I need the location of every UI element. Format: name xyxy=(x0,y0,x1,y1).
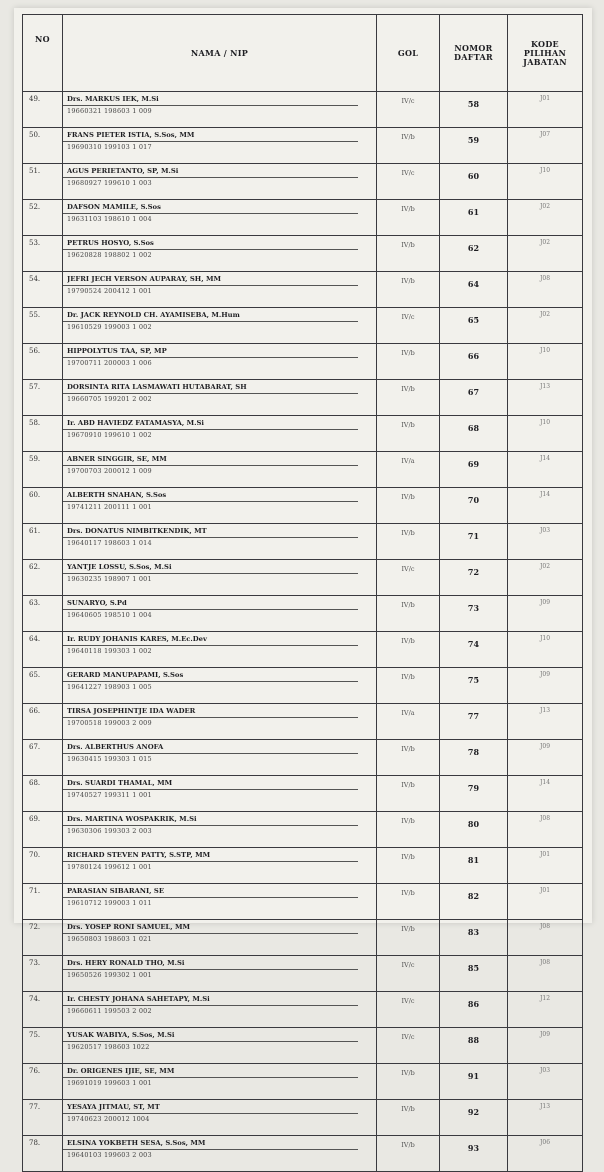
rank-gol: IV/b xyxy=(377,1100,440,1136)
rank-gol: IV/b xyxy=(377,1064,440,1100)
rank-gol: IV/b xyxy=(377,776,440,812)
row-number: 69. xyxy=(23,812,63,848)
header-gol: GOL xyxy=(377,15,440,92)
row-number: 56. xyxy=(23,344,63,380)
table-row xyxy=(23,920,583,956)
registration-number: 86 xyxy=(440,992,508,1028)
position-code: J03 xyxy=(508,1064,583,1100)
name-nip-cell xyxy=(63,668,377,704)
registration-number: 80 xyxy=(440,812,508,848)
row-number: 78. xyxy=(23,1136,63,1172)
employee-nip: 19700711 200003 1 006 xyxy=(67,359,152,367)
name-nip-cell xyxy=(63,488,377,524)
employee-name: PARASIAN SIBARANI, SE xyxy=(67,887,164,895)
employee-nip: 19640605 198510 1 004 xyxy=(67,611,152,619)
name-nip-cell xyxy=(63,236,377,272)
rank-gol: IV/b xyxy=(377,272,440,308)
row-number: 57. xyxy=(23,380,63,416)
name-nip-cell xyxy=(63,92,377,128)
registration-number: 67 xyxy=(440,380,508,416)
employee-nip: 19680927 199610 1 003 xyxy=(67,179,152,187)
table-row xyxy=(23,236,583,272)
name-nip-cell xyxy=(63,740,377,776)
employee-name: DAFSON MAMILE, S.Sos xyxy=(67,203,161,211)
table-row xyxy=(23,560,583,596)
name-nip-cell xyxy=(63,524,377,560)
rank-gol: IV/b xyxy=(377,236,440,272)
table-row xyxy=(23,776,583,812)
name-nip-cell xyxy=(63,164,377,200)
employee-name: RICHARD STEVEN PATTY, S.STP, MM xyxy=(67,851,211,859)
table-row xyxy=(23,848,583,884)
registration-number: 73 xyxy=(440,596,508,632)
employee-name: YANTJE LOSSU, S.Sos, M.Si xyxy=(67,563,172,571)
employee-name: Drs. MARKUS IEK, M.Si xyxy=(67,95,159,103)
table-row xyxy=(23,884,583,920)
row-number: 67. xyxy=(23,740,63,776)
position-code: J03 xyxy=(508,524,583,560)
table-row xyxy=(23,308,583,344)
row-number: 52. xyxy=(23,200,63,236)
rank-gol: IV/a xyxy=(377,704,440,740)
registration-number: 64 xyxy=(440,272,508,308)
registration-number: 75 xyxy=(440,668,508,704)
registration-number: 91 xyxy=(440,1064,508,1100)
employee-name: Dr. ORIGENES IJIE, SE, MM xyxy=(67,1067,175,1075)
row-number: 59. xyxy=(23,452,63,488)
position-code: J02 xyxy=(508,236,583,272)
row-number: 54. xyxy=(23,272,63,308)
employee-name: YESAYA JITMAU, ST, MT xyxy=(67,1103,160,1111)
row-number: 51. xyxy=(23,164,63,200)
registration-number: 66 xyxy=(440,344,508,380)
position-code: J13 xyxy=(508,704,583,740)
name-nip-cell xyxy=(63,992,377,1028)
position-code: J09 xyxy=(508,1028,583,1064)
employee-nip: 19691019 199603 1 001 xyxy=(67,1079,152,1087)
registration-number: 77 xyxy=(440,704,508,740)
name-nip-cell xyxy=(63,128,377,164)
rank-gol: IV/b xyxy=(377,632,440,668)
rank-gol: IV/b xyxy=(377,488,440,524)
position-code: J14 xyxy=(508,452,583,488)
header-nomor-daftar xyxy=(440,15,508,92)
registration-number: 82 xyxy=(440,884,508,920)
name-nip-cell xyxy=(63,812,377,848)
employee-nip: 19610712 199003 1 011 xyxy=(67,899,152,907)
name-nip-cell xyxy=(63,344,377,380)
employee-name: Drs. ALBERTHUS ANOFA xyxy=(67,743,164,751)
employee-nip: 19790524 200412 1 001 xyxy=(67,287,152,295)
rank-gol: IV/b xyxy=(377,524,440,560)
name-nip-cell xyxy=(63,308,377,344)
header-kode-line-3: JABATAN xyxy=(523,56,567,67)
table-row xyxy=(23,128,583,164)
table-row xyxy=(23,1028,583,1064)
registration-number: 81 xyxy=(440,848,508,884)
table-row xyxy=(23,992,583,1028)
employee-name: Drs. DONATUS NIMBITKENDIK, MT xyxy=(67,527,207,535)
position-code: J14 xyxy=(508,488,583,524)
employee-nip: 19640117 198603 1 014 xyxy=(67,539,152,547)
employee-nip: 19780124 199612 1 001 xyxy=(67,863,152,871)
rank-gol: IV/b xyxy=(377,416,440,452)
table-row xyxy=(23,1064,583,1100)
employee-name: SUNARYO, S.Pd xyxy=(67,599,127,607)
name-nip-cell xyxy=(63,848,377,884)
position-code: J06 xyxy=(508,1136,583,1172)
table-row xyxy=(23,92,583,128)
employee-nip: 19740623 200012 1004 xyxy=(67,1115,150,1123)
table-row xyxy=(23,596,583,632)
name-nip-cell xyxy=(63,272,377,308)
registration-number: 62 xyxy=(440,236,508,272)
name-nip-cell xyxy=(63,200,377,236)
header-kode-line-2: PILIHAN xyxy=(523,47,567,58)
employee-name: Drs. YOSEP RONI SAMUEL, MM xyxy=(67,923,191,931)
rank-gol: IV/b xyxy=(377,1136,440,1172)
row-number: 49. xyxy=(23,92,63,128)
employee-nip: 19700703 200012 1 009 xyxy=(67,467,152,475)
name-nip-cell xyxy=(63,956,377,992)
employee-name: ALBERTH SNAHAN, S.Sos xyxy=(67,491,167,499)
table-row xyxy=(23,416,583,452)
rank-gol: IV/b xyxy=(377,920,440,956)
rank-gol: IV/b xyxy=(377,668,440,704)
registration-number: 68 xyxy=(440,416,508,452)
header-nama-nip: NAMA / NIP xyxy=(63,15,377,92)
row-number: 77. xyxy=(23,1100,63,1136)
table-row xyxy=(23,344,583,380)
position-code: J10 xyxy=(508,632,583,668)
rank-gol: IV/c xyxy=(377,956,440,992)
employee-nip: 19660321 198603 1 009 xyxy=(67,107,152,115)
name-nip-cell xyxy=(63,1064,377,1100)
header-no: NO xyxy=(23,15,63,92)
employee-nip: 19650803 198603 1 021 xyxy=(67,935,152,943)
rank-gol: IV/c xyxy=(377,560,440,596)
name-nip-cell xyxy=(63,1028,377,1064)
employee-nip: 19640118 199303 1 002 xyxy=(67,647,152,655)
name-nip-cell xyxy=(63,560,377,596)
rank-gol: IV/b xyxy=(377,848,440,884)
row-number: 72. xyxy=(23,920,63,956)
table-row xyxy=(23,704,583,740)
position-code: J01 xyxy=(508,92,583,128)
position-code: J07 xyxy=(508,128,583,164)
name-nip-cell xyxy=(63,632,377,668)
row-number: 55. xyxy=(23,308,63,344)
employee-name: PETRUS HOSYO, S.Sos xyxy=(67,239,154,247)
name-nip-cell xyxy=(63,920,377,956)
table-row xyxy=(23,812,583,848)
name-nip-cell xyxy=(63,380,377,416)
employee-nip: 19630415 199303 1 015 xyxy=(67,755,152,763)
registration-number: 65 xyxy=(440,308,508,344)
document-page xyxy=(14,8,592,1159)
position-code: J08 xyxy=(508,812,583,848)
name-nip-cell xyxy=(63,776,377,812)
name-nip-cell xyxy=(63,1136,377,1172)
table-row xyxy=(23,632,583,668)
table-row xyxy=(23,668,583,704)
employee-name: Ir. CHESTY JOHANA SAHETAPY, M.Si xyxy=(67,995,210,1003)
employee-nip: 19740527 199311 1 001 xyxy=(67,791,152,799)
position-code: J08 xyxy=(508,920,583,956)
table-row xyxy=(23,380,583,416)
table-row xyxy=(23,524,583,560)
candidate-table xyxy=(22,14,583,1172)
registration-number: 60 xyxy=(440,164,508,200)
position-code: J10 xyxy=(508,344,583,380)
employee-nip: 19741211 200111 1 001 xyxy=(67,503,152,511)
name-nip-cell xyxy=(63,452,377,488)
header-kode-line-1: KODE xyxy=(531,38,559,49)
employee-nip: 19620517 198603 1022 xyxy=(67,1043,150,1051)
employee-nip: 19610529 199003 1 002 xyxy=(67,323,152,331)
employee-name: Drs. MARTINA WOSPAKRIK, M.Si xyxy=(67,815,197,823)
rank-gol: IV/b xyxy=(377,884,440,920)
position-code: J09 xyxy=(508,740,583,776)
employee-nip: 19620828 198802 1 002 xyxy=(67,251,152,259)
employee-name: Ir. RUDY JOHANIS KARES, M.Ec.Dev xyxy=(67,635,207,643)
row-number: 50. xyxy=(23,128,63,164)
position-code: J10 xyxy=(508,416,583,452)
employee-name: Drs. SUARDI THAMAL, MM xyxy=(67,779,173,787)
employee-name: AGUS PERIETANTO, SP, M.Si xyxy=(67,167,179,175)
registration-number: 59 xyxy=(440,128,508,164)
employee-name: FRANS PIETER ISTIA, S.Sos, MM xyxy=(67,131,195,139)
row-number: 70. xyxy=(23,848,63,884)
name-nip-cell xyxy=(63,704,377,740)
table-row xyxy=(23,488,583,524)
registration-number: 69 xyxy=(440,452,508,488)
rank-gol: IV/c xyxy=(377,308,440,344)
row-number: 71. xyxy=(23,884,63,920)
registration-number: 71 xyxy=(440,524,508,560)
table-row xyxy=(23,1100,583,1136)
table-row xyxy=(23,740,583,776)
name-nip-cell xyxy=(63,416,377,452)
row-number: 64. xyxy=(23,632,63,668)
table-header-row xyxy=(23,15,583,92)
row-number: 73. xyxy=(23,956,63,992)
row-number: 61. xyxy=(23,524,63,560)
rank-gol: IV/b xyxy=(377,128,440,164)
registration-number: 79 xyxy=(440,776,508,812)
employee-nip: 19630235 198907 1 001 xyxy=(67,575,152,583)
rank-gol: IV/c xyxy=(377,164,440,200)
name-nip-cell xyxy=(63,1100,377,1136)
rank-gol: IV/b xyxy=(377,740,440,776)
employee-nip: 19690310 199103 1 017 xyxy=(67,143,152,151)
employee-nip: 19640103 199603 2 003 xyxy=(67,1151,152,1159)
rank-gol: IV/b xyxy=(377,200,440,236)
registration-number: 74 xyxy=(440,632,508,668)
rank-gol: IV/b xyxy=(377,596,440,632)
employee-name: YUSAK WABIYA, S.Sos, M.Si xyxy=(67,1031,175,1039)
employee-name: HIPPOLYTUS TAA, SP, MP xyxy=(67,347,167,355)
employee-name: GERARD MANUPAPAMI, S.Sos xyxy=(67,671,184,679)
row-number: 53. xyxy=(23,236,63,272)
position-code: J01 xyxy=(508,848,583,884)
rank-gol: IV/c xyxy=(377,992,440,1028)
registration-number: 58 xyxy=(440,92,508,128)
position-code: J01 xyxy=(508,884,583,920)
position-code: J12 xyxy=(508,992,583,1028)
employee-name: ABNER SINGGIR, SE, MM xyxy=(67,455,167,463)
header-daftar-line-1: NOMOR xyxy=(454,43,493,53)
rank-gol: IV/b xyxy=(377,380,440,416)
position-code: J14 xyxy=(508,776,583,812)
rank-gol: IV/c xyxy=(377,92,440,128)
employee-name: JEFRI JECH VERSON AUPARAY, SH, MM xyxy=(67,275,222,283)
position-code: J10 xyxy=(508,164,583,200)
employee-name: Ir. ABD HAVIEDZ FATAMASYA, M.Si xyxy=(67,419,205,427)
table-row xyxy=(23,272,583,308)
rank-gol: IV/c xyxy=(377,1028,440,1064)
employee-nip: 19641227 198903 1 005 xyxy=(67,683,152,691)
table-row xyxy=(23,200,583,236)
row-number: 74. xyxy=(23,992,63,1028)
row-number: 62. xyxy=(23,560,63,596)
registration-number: 83 xyxy=(440,920,508,956)
registration-number: 78 xyxy=(440,740,508,776)
employee-name: ELSINA YOKBETH SESA, S.Sos, MM xyxy=(67,1139,206,1147)
table-row xyxy=(23,164,583,200)
header-kode-pilihan-jabatan xyxy=(508,15,583,92)
row-number: 66. xyxy=(23,704,63,740)
employee-nip: 19650526 199302 1 001 xyxy=(67,971,152,979)
employee-nip: 19660611 199503 2 002 xyxy=(67,1007,152,1015)
row-number: 75. xyxy=(23,1028,63,1064)
employee-name: Drs. HERY RONALD THO, M.Si xyxy=(67,959,185,967)
registration-number: 93 xyxy=(440,1136,508,1172)
registration-number: 92 xyxy=(440,1100,508,1136)
employee-name: Dr. JACK REYNOLD CH. AYAMISEBA, M.Hum xyxy=(67,311,240,319)
row-number: 76. xyxy=(23,1064,63,1100)
employee-nip: 19700518 199003 2 009 xyxy=(67,719,152,727)
registration-number: 85 xyxy=(440,956,508,992)
row-number: 58. xyxy=(23,416,63,452)
registration-number: 70 xyxy=(440,488,508,524)
employee-name: TIRSA JOSEPHINTJE IDA WADER xyxy=(67,707,196,715)
registration-number: 88 xyxy=(440,1028,508,1064)
name-nip-cell xyxy=(63,596,377,632)
position-code: J02 xyxy=(508,308,583,344)
position-code: J09 xyxy=(508,596,583,632)
row-number: 68. xyxy=(23,776,63,812)
employee-nip: 19631103 198610 1 004 xyxy=(67,215,152,223)
table-row xyxy=(23,956,583,992)
position-code: J09 xyxy=(508,668,583,704)
row-number: 63. xyxy=(23,596,63,632)
position-code: J02 xyxy=(508,560,583,596)
rank-gol: IV/b xyxy=(377,812,440,848)
position-code: J08 xyxy=(508,272,583,308)
table-row xyxy=(23,452,583,488)
employee-nip: 19630306 199303 2 003 xyxy=(67,827,152,835)
table-row xyxy=(23,1136,583,1172)
rank-gol: IV/b xyxy=(377,344,440,380)
row-number: 65. xyxy=(23,668,63,704)
employee-nip: 19660705 199201 2 002 xyxy=(67,395,152,403)
position-code: J02 xyxy=(508,200,583,236)
registration-number: 72 xyxy=(440,560,508,596)
employee-name: DORSINTA RITA LASMAWATI HUTABARAT, SH xyxy=(67,383,247,391)
row-number: 60. xyxy=(23,488,63,524)
header-daftar-line-2: DAFTAR xyxy=(454,52,493,62)
position-code: J13 xyxy=(508,1100,583,1136)
registration-number: 61 xyxy=(440,200,508,236)
employee-nip: 19670910 199610 1 002 xyxy=(67,431,152,439)
name-nip-cell xyxy=(63,884,377,920)
rank-gol: IV/a xyxy=(377,452,440,488)
position-code: J08 xyxy=(508,956,583,992)
position-code: J13 xyxy=(508,380,583,416)
